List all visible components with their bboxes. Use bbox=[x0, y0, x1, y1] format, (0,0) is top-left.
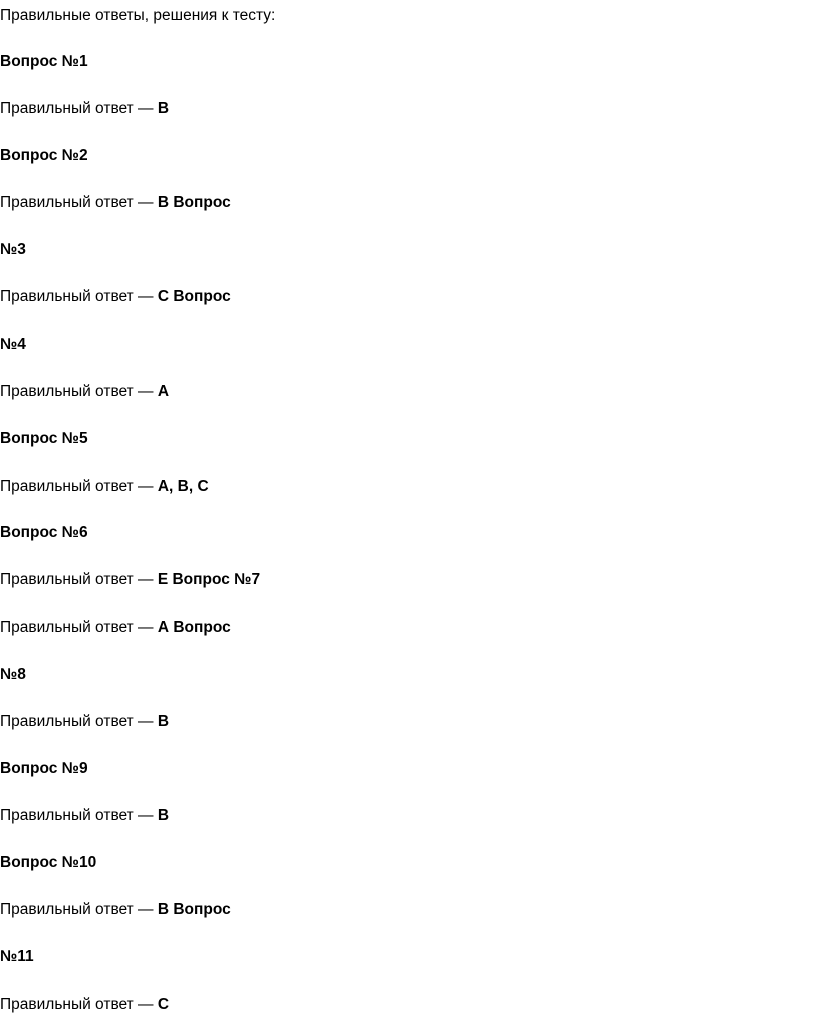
answer-prefix: Правильный ответ — bbox=[0, 383, 158, 400]
question-heading-6: Вопрос №6 bbox=[0, 524, 88, 541]
answer-value: С bbox=[157, 288, 170, 305]
answer-value: Е bbox=[157, 571, 169, 588]
answer-prefix: Правильный ответ — bbox=[0, 713, 158, 730]
answer-value: В bbox=[157, 901, 170, 918]
answer-value: В bbox=[157, 713, 170, 730]
answer-value: А bbox=[157, 619, 170, 636]
question-heading-11: №11 bbox=[0, 948, 34, 965]
answer-prefix: Правильный ответ — bbox=[0, 996, 158, 1013]
question-heading-5: Вопрос №5 bbox=[0, 430, 88, 447]
answer-value: В bbox=[157, 194, 170, 211]
answer-prefix: Правильный ответ — bbox=[0, 288, 158, 305]
answer-value: А, В, С bbox=[157, 478, 209, 495]
answer-line-9 bbox=[0, 806, 169, 826]
answer-tail: Вопрос bbox=[169, 619, 231, 636]
answer-line-6 bbox=[0, 570, 260, 590]
page-header: Правильные ответы, решения к тесту: bbox=[0, 7, 276, 24]
answer-line-8 bbox=[0, 712, 169, 732]
question-heading-10: Вопрос №10 bbox=[0, 854, 97, 871]
question-heading-8: №8 bbox=[0, 666, 26, 683]
question-heading-9: Вопрос №9 bbox=[0, 760, 88, 777]
answer-line-7 bbox=[0, 618, 231, 638]
answer-tail: Вопрос №7 bbox=[168, 571, 261, 588]
answer-line-5 bbox=[0, 477, 209, 497]
answer-tail: Вопрос bbox=[169, 288, 231, 305]
answer-prefix: Правильный ответ — bbox=[0, 901, 158, 918]
question-heading-1: Вопрос №1 bbox=[0, 53, 88, 70]
answer-tail: Вопрос bbox=[169, 194, 231, 211]
answer-prefix: Правильный ответ — bbox=[0, 571, 158, 588]
question-heading-3: №3 bbox=[0, 241, 26, 258]
answer-line-10 bbox=[0, 900, 231, 920]
answer-value: С bbox=[157, 996, 170, 1013]
answer-value: А bbox=[157, 383, 170, 400]
answer-line-11 bbox=[0, 995, 169, 1015]
answer-value: В bbox=[157, 807, 170, 824]
answer-prefix: Правильный ответ — bbox=[0, 807, 158, 824]
answer-prefix: Правильный ответ — bbox=[0, 619, 158, 636]
answer-value: В bbox=[157, 100, 170, 117]
answer-prefix: Правильный ответ — bbox=[0, 194, 158, 211]
answer-line-4 bbox=[0, 382, 169, 402]
answer-prefix: Правильный ответ — bbox=[0, 100, 158, 117]
question-heading-2: Вопрос №2 bbox=[0, 147, 88, 164]
answer-line-3 bbox=[0, 287, 231, 307]
question-heading-4: №4 bbox=[0, 336, 26, 353]
answer-prefix: Правильный ответ — bbox=[0, 478, 158, 495]
answer-line-1 bbox=[0, 99, 169, 119]
answer-tail: Вопрос bbox=[169, 901, 231, 918]
answer-line-2 bbox=[0, 193, 231, 213]
